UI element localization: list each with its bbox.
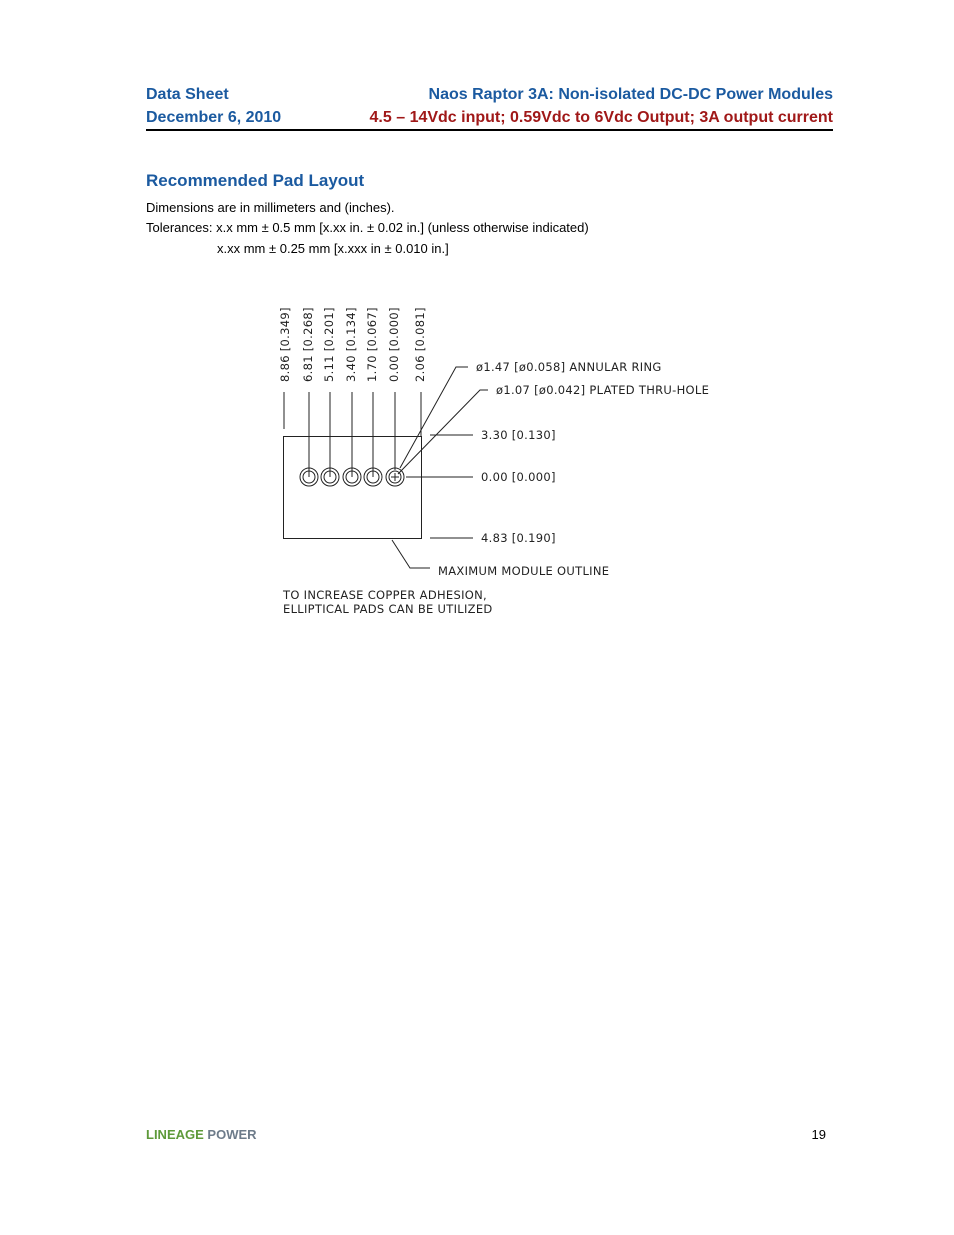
dimensions-note: Dimensions are in millimeters and (inches). [146, 200, 395, 215]
vdim-label-5: 1.70 [0.067] [365, 307, 379, 382]
annular-ring-leader [400, 367, 468, 468]
page-number: 19 [811, 1127, 826, 1142]
footer-brand-power: POWER [207, 1127, 257, 1142]
annular-ring-label: ø1.47 [ø0.058] ANNULAR RING [476, 360, 662, 374]
vdim-label-6: 0.00 [0.000] [387, 307, 401, 382]
vdim-label-1: 8.86 [0.349] [278, 307, 292, 382]
dim-top-label: 3.30 [0.130] [481, 428, 556, 442]
drawing-note-line-1: TO INCREASE COPPER ADHESION, [283, 588, 488, 602]
plated-hole-leader [398, 390, 488, 474]
header-product-specs: 4.5 – 14Vdc input; 0.59Vdc to 6Vdc Output; 3A output current [369, 109, 833, 126]
vdim-label-3: 5.11 [0.201] [322, 307, 336, 382]
header-date: December 6, 2010 [146, 109, 282, 126]
dim-center-label: 0.00 [0.000] [481, 470, 556, 484]
vdim-label-2: 6.81 [0.268] [301, 307, 315, 382]
section-title: Recommended Pad Layout [146, 171, 365, 190]
footer-brand [146, 1127, 257, 1142]
plated-hole-label: ø1.07 [ø0.042] PLATED THRU-HOLE [496, 383, 710, 397]
tolerance-line-1: Tolerances: x.x mm ± 0.5 mm [x.xx in. ± 0.02 in.] (unless otherwise indicated) [146, 220, 589, 235]
drawing-note-line-2: ELLIPTICAL PADS CAN BE UTILIZED [283, 602, 493, 616]
footer-brand-lineage: LINEAGE [146, 1127, 204, 1142]
header-product-title: Naos Raptor 3A: Non-isolated DC-DC Power Modules [428, 86, 833, 103]
pad-layout-drawing [260, 290, 740, 630]
module-outline-label: MAXIMUM MODULE OUTLINE [438, 564, 610, 578]
outline-leader [392, 540, 430, 568]
tolerance-line-2: x.xx mm ± 0.25 mm [x.xxx in ± 0.010 in.] [217, 241, 449, 256]
dim-bottom-label: 4.83 [0.190] [481, 531, 556, 545]
vdim-label-4: 3.40 [0.134] [344, 307, 358, 382]
header-divider [146, 129, 833, 131]
header-doc-type: Data Sheet [146, 86, 229, 103]
vdim-label-7: 2.06 [0.081] [413, 307, 427, 382]
